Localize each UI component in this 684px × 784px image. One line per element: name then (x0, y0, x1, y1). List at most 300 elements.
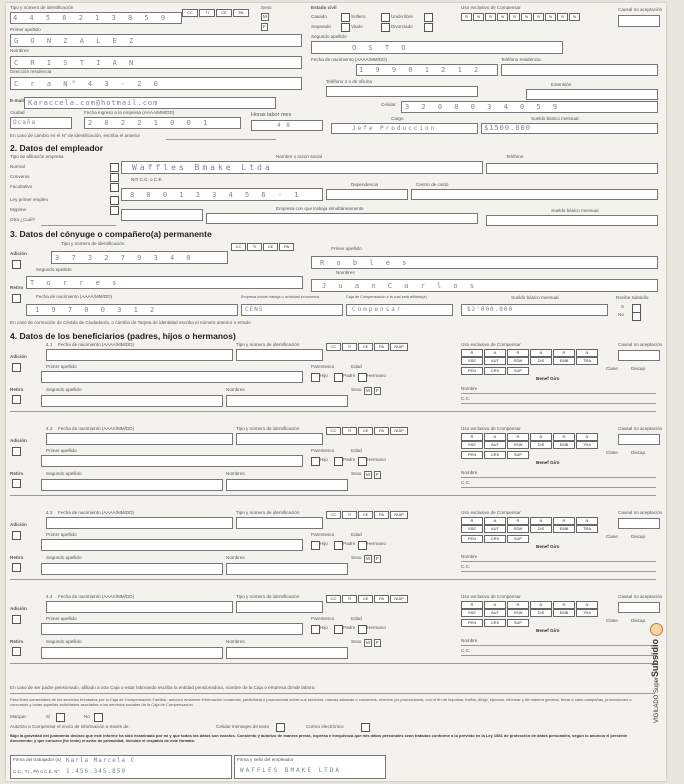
id-number-value: 4 4 5 6 2 1 3 8 5 9 (13, 14, 170, 22)
benef-giro-label: Benef Giro (536, 460, 560, 465)
second-surname-value: O S T O (352, 44, 410, 52)
benef-giro-label: Benef Giro (536, 544, 560, 549)
benef-kin-hermano-check[interactable] (358, 625, 367, 634)
benef-sex-m[interactable]: M (366, 472, 370, 477)
benef-code-cell: DIS (530, 609, 552, 617)
phone2-field[interactable] (326, 86, 478, 97)
comp-cell: R (485, 13, 496, 21)
benef-names-label: Nombres (226, 471, 245, 476)
benef-add-check[interactable] (12, 363, 21, 372)
id-type-tags (182, 9, 250, 17)
id-tag-pa[interactable]: PA (233, 9, 249, 17)
benef-tag-cc[interactable]: CC (326, 427, 341, 435)
dependency-field[interactable] (326, 189, 408, 200)
benef-names-field[interactable] (226, 647, 348, 659)
benef-name-label: Nombre (461, 470, 478, 475)
sex-f[interactable]: F (263, 24, 266, 29)
benef-cc-label: C.C. (461, 648, 471, 653)
spouse-tag-pa[interactable]: PA (279, 243, 294, 251)
benef-names-field[interactable] (226, 563, 348, 575)
benef-code-cell: PEN (461, 535, 483, 543)
benef-tag-ce[interactable]: CE (358, 595, 373, 603)
benef-cause-label: Causal no aceptación (618, 510, 663, 515)
benef-kin-hijo-check[interactable] (311, 457, 320, 466)
benef-kin-hermano-check[interactable] (358, 541, 367, 550)
pension-note: En caso de ser padre pensionado, afiliado a otra Caja o estar laborando escriba la entidad pensionadora, nombre de la Caja o empresa donde labora: (10, 685, 316, 690)
benef-birth-field[interactable] (46, 517, 233, 529)
benef-names-field[interactable] (226, 395, 348, 407)
benef-second-surname-field[interactable] (41, 479, 223, 491)
benef-birth-label: Fecha de nacimiento (AAAA/MM/DD) (58, 426, 135, 431)
email-consent-check[interactable] (361, 723, 370, 732)
id-tag-ti[interactable]: TI (199, 9, 215, 17)
benef-retire-label: Retiro (10, 555, 24, 560)
benef-id-field[interactable] (236, 517, 323, 529)
spouse-first-surname-label: Primer apellido (331, 246, 362, 251)
benef-retire-check[interactable] (12, 395, 21, 404)
sms-label: Celular mensajes de texto (216, 724, 270, 729)
benef-comp-cells (461, 433, 599, 441)
spouse-birth-label: Fecha de nacimiento (AAAA/MM/DD) (36, 294, 113, 299)
benef-kin-label: Parentesco (311, 532, 335, 537)
worker-sig-label: Firma del trabajador (a) (13, 757, 61, 762)
cost-center-field[interactable] (411, 189, 658, 200)
aff-check-facultativo[interactable] (110, 183, 119, 192)
spouse-birth-value: 1 9 7 0 0 3 1 2 (35, 306, 159, 314)
side-prefix: VIGILADO Super (654, 676, 660, 723)
employer-name-label: Nombre o razón social (276, 154, 322, 159)
benef-code: R (553, 349, 575, 357)
benef-index: 4.4 (46, 594, 53, 599)
entry-date-label: Fecha ingreso a la empresa (AAAA/MM/DD) (84, 110, 175, 115)
benef-kin-padre: Padre (343, 625, 356, 630)
benef-code-cell: AUT (484, 357, 506, 365)
benef-birth-field[interactable] (46, 601, 233, 613)
benef-code-cell: PEN (461, 451, 483, 459)
names-field[interactable] (10, 56, 302, 69)
benef-tag-ce[interactable]: CE (358, 427, 373, 435)
benef-comp-cells (461, 517, 599, 525)
benef-name-line (461, 645, 656, 646)
benef-kin-hijo-check[interactable] (311, 373, 320, 382)
employer-sig-value: WAFFLES BMAKE LTDA (240, 767, 342, 774)
benef-sex-f[interactable]: F (376, 640, 379, 645)
benef-add-check[interactable] (12, 615, 21, 624)
benef-disc-label: Discap. (631, 618, 647, 623)
benef-id-label: Tipo y número de identificación (236, 594, 300, 599)
city-field[interactable] (10, 117, 72, 129)
benef-sex-label: Sexo (351, 471, 362, 476)
benef-kin-label: Parentesco (311, 364, 335, 369)
benef-code: R (553, 601, 575, 609)
benef-tag-nuip[interactable]: NUIP (390, 595, 408, 603)
dependency-label: Dependencia (351, 182, 379, 187)
benef-kin-padre-check[interactable] (334, 457, 343, 466)
benef-code-cell: SUP (507, 451, 529, 459)
benef-kin-hermano: Hermano (367, 541, 386, 546)
aff-otra: Otra ¿Cuál? (10, 217, 36, 222)
benef-cc-label: C.C. (461, 564, 471, 569)
address-field[interactable] (10, 77, 302, 90)
spouse-salary-field[interactable] (461, 304, 608, 316)
employer-name-value: Waffles Bmake Ltda (132, 163, 273, 172)
city-value: Ocaña (13, 119, 37, 126)
benef-second-surname-label: Segundo apellido (46, 639, 82, 644)
spouse-first-surname-field[interactable] (311, 256, 658, 269)
spouse-retire-label: Retiro (10, 285, 24, 290)
benef-code-row-2 (461, 535, 530, 543)
aff-convenio: Convenio (10, 174, 30, 179)
civil-check-5[interactable] (381, 23, 390, 32)
spouse-names-label: Nombres (336, 270, 355, 275)
id-type-label: Tipo y número de identificación (10, 5, 74, 10)
benef-kin-hijo-check[interactable] (311, 625, 320, 634)
spouse-id-value: 3 7 3 2 7 9 3 4 0 (55, 254, 195, 262)
benef-tag-ti[interactable]: TI (342, 343, 357, 351)
benef-id-field[interactable] (236, 601, 323, 613)
benef-code-cell: CRS (484, 451, 506, 459)
civil-separado: Separado (311, 24, 331, 29)
cause-label: Causal no aceptación (618, 7, 663, 12)
benef-code-cell: AUT (484, 609, 506, 617)
spouse-tag-cc[interactable]: CC (231, 243, 246, 251)
benef-class-label: Clase (606, 618, 618, 623)
benef-tag-ti[interactable]: TI (342, 511, 357, 519)
benef-code: R (461, 517, 483, 525)
benef-tag-ce[interactable]: CE (358, 343, 373, 351)
benef-class-label: Clase (606, 534, 618, 539)
benef-code: R (461, 349, 483, 357)
benef-code-cell: SSW (507, 441, 529, 449)
benef-names-field[interactable] (226, 479, 348, 491)
benef-first-surname-field[interactable] (41, 623, 303, 635)
benef-sex-label: Sexo (351, 387, 362, 392)
salary-field[interactable] (481, 123, 658, 134)
benef-names-label: Nombres (226, 387, 245, 392)
sms-check[interactable] (276, 723, 285, 732)
id-tag-cc[interactable]: CC (182, 9, 198, 17)
benef-retire-check[interactable] (12, 647, 21, 656)
benef-code-cell: EMB (553, 525, 575, 533)
benef-id-tags (326, 427, 409, 435)
benef-tag-cc[interactable]: CC (326, 595, 341, 603)
civil-status-label: Estado civil (311, 5, 337, 10)
benef-names-label: Nombres (226, 639, 245, 644)
civil-check-2[interactable] (381, 13, 390, 22)
benef-kin-padre-check[interactable] (334, 373, 343, 382)
benef-code-cell: TRA (576, 609, 598, 617)
benef-code-cell: SSE (461, 357, 483, 365)
benef-tag-pa[interactable]: PA (374, 511, 389, 519)
benef-code-cell: AUT (484, 525, 506, 533)
benef-disc-label: Discap. (631, 366, 647, 371)
consent-yes-check[interactable] (56, 713, 65, 722)
comp-cell: N (545, 13, 556, 21)
first-surname-field[interactable] (10, 34, 302, 47)
comp-cell: R (533, 13, 544, 21)
benef-tag-pa[interactable]: PA (374, 595, 389, 603)
birth-value: 1 9 9 0 1 2 1 2 (359, 66, 483, 74)
benef-code: N (530, 601, 552, 609)
nit-field[interactable] (121, 188, 323, 201)
benef-second-surname-label: Segundo apellido (46, 471, 82, 476)
subsidy-no-label: No (618, 312, 624, 317)
benef-second-surname-field[interactable] (41, 395, 223, 407)
phone-res-field[interactable] (501, 64, 658, 76)
pension-line (10, 693, 655, 694)
benef-code: N (530, 349, 552, 357)
benef-code-cell: TRA (576, 525, 598, 533)
benef-tag-cc[interactable]: CC (326, 511, 341, 519)
benef-code-row (461, 609, 599, 617)
benef-birth-field[interactable] (46, 433, 233, 445)
benef-kin-hermano-check[interactable] (358, 457, 367, 466)
benef-code: N (576, 349, 598, 357)
names-value: C R I S T I A N (14, 59, 138, 67)
benef-kin-hermano: Hermano (367, 373, 386, 378)
id-number-field[interactable] (10, 12, 182, 24)
benef-tag-ce[interactable]: CE (358, 511, 373, 519)
benef-sex-m[interactable]: M (366, 640, 370, 645)
employer-phone-field[interactable] (486, 163, 658, 174)
benef-birth-field[interactable] (46, 349, 233, 361)
benef-id-field[interactable] (236, 349, 323, 361)
employer-name-field[interactable] (121, 161, 483, 174)
benef-second-surname-field[interactable] (41, 647, 223, 659)
hours-value: 4 8 (277, 122, 291, 129)
spouse-id-field[interactable] (51, 251, 228, 264)
benef-code-row-2 (461, 451, 530, 459)
benef-kin-padre-check[interactable] (334, 625, 343, 634)
benef-code-row (461, 357, 599, 365)
id-tag-ce[interactable]: CE (216, 9, 232, 17)
spouse-add-check[interactable] (12, 260, 21, 269)
comp-cell: R (509, 13, 520, 21)
benef-giro-label: Benef Giro (536, 628, 560, 633)
benef-first-surname-field[interactable] (41, 455, 303, 467)
consent-no-check[interactable] (94, 713, 103, 722)
benef-kin-hijo-check[interactable] (311, 541, 320, 550)
benef-cc-line (461, 403, 656, 404)
first-surname-label: Primer apellido (10, 27, 41, 32)
benef-code: N (530, 433, 552, 441)
mobile-value: 3 2 0 8 0 3 4 0 5 9 (405, 103, 562, 111)
benef-code: R (507, 601, 529, 609)
benef-tag-cc[interactable]: CC (326, 343, 341, 351)
benef-class-label: Clase (606, 450, 618, 455)
side-brand (650, 639, 660, 723)
benef-code-cell: DIS (530, 357, 552, 365)
other-employer-label: Empresa con que trabaja simultáneamente (276, 206, 364, 211)
spouse-company-field[interactable] (241, 304, 343, 316)
benef-name-line (461, 393, 656, 394)
benef-kin-padre: Padre (343, 541, 356, 546)
cause-field[interactable] (618, 15, 660, 27)
benef-cc-label: C.C. (461, 480, 471, 485)
benef-code: R (507, 433, 529, 441)
benef-class-label: Clase (606, 366, 618, 371)
benef-id-label: Tipo y número de identificación (236, 426, 300, 431)
supersubsidio-logo (650, 623, 663, 636)
benef-comp-label: Uso exclusivo de Compensar (461, 342, 521, 347)
benef-comp-cells (461, 601, 599, 609)
spouse-second-surname-label: Segundo apellido (36, 267, 72, 272)
nit-label: NIT C.C. o C.E. (131, 177, 163, 182)
spouse-birth-field[interactable] (26, 304, 238, 316)
benef-comp-label: Uso exclusivo de Compensar (461, 510, 521, 515)
benef-code: R (461, 433, 483, 441)
email-field[interactable] (24, 97, 276, 109)
benef-kin-hermano-check[interactable] (358, 373, 367, 382)
benef-code: R (507, 349, 529, 357)
position-label: Cargo (391, 116, 404, 121)
spouse-second-surname-field[interactable] (26, 276, 303, 289)
benef-sex-label: Sexo (351, 639, 362, 644)
worker-signature-box[interactable] (10, 755, 232, 779)
email-label: E-mail (10, 98, 24, 103)
comp-cell: R (557, 13, 568, 21)
spouse-names-value: J u a n C a r l o s (322, 282, 479, 290)
aff-check-ley[interactable] (110, 196, 119, 205)
spouse-salary-value: $2'000.000 (467, 306, 514, 313)
oath-text: Bajo la gravedad del juramento declaro que este informe ha sido examinado por mí y que todos los datos son exactos. Consiento y autorizo de manera previa, expresa e inequívoca que mis datos personales sean tratados conforme a lo previsto en la Ley 1581 de protección de datos personales, según lo anuncia el presente documento; y que conozco (he leído) el aviso de privacidad, incluido el respaldo de este formato. (10, 733, 628, 743)
address-label: Dirección residencia (10, 69, 52, 74)
email-consent-label: Correo electrónico (306, 724, 344, 729)
worker-cc-label: C.C., T.I., PA o C.E. N° (13, 769, 60, 774)
spouse-names-field[interactable] (311, 279, 658, 292)
benef-add-check[interactable] (12, 531, 21, 540)
benef-tag-pa[interactable]: PA (374, 427, 389, 435)
comp-cell: N (569, 13, 580, 21)
civil-check-6[interactable] (424, 23, 433, 32)
section-4-title: 4. Datos de los beneficiarios (padres, hijos o hermanos) (10, 331, 236, 341)
benef-retire-label: Retiro (10, 471, 24, 476)
benef-sex-f[interactable]: F (376, 556, 379, 561)
employer-salary-label: Sueldo básico mensual (551, 208, 599, 213)
civil-check-3[interactable] (424, 13, 433, 22)
employer-signature-box[interactable] (234, 755, 386, 779)
other-employer-code[interactable] (121, 209, 203, 221)
spouse-salary-label: Sueldo básico mensual (511, 295, 559, 300)
spouse-retire-check[interactable] (12, 294, 21, 303)
benef-first-surname-field[interactable] (41, 539, 303, 551)
benef-id-label: Tipo y número de identificación (236, 510, 300, 515)
benef-sex-f[interactable]: F (376, 388, 379, 393)
benef-age-label: Edad (351, 448, 362, 453)
benef-id-label: Tipo y número de identificación (236, 342, 300, 347)
second-surname-field[interactable] (311, 41, 563, 54)
other-employer-field[interactable] (206, 213, 478, 224)
civil-check-1[interactable] (341, 13, 350, 22)
position-field[interactable] (331, 123, 478, 134)
extension-field[interactable] (526, 89, 658, 100)
benef-sex-m[interactable]: M (366, 556, 370, 561)
benef-code: N (484, 601, 506, 609)
affiliation-type-label: Tipo de afiliación empresa (10, 154, 64, 159)
cost-center-label: Centro de costo (416, 182, 449, 187)
nit-value: 8 0 0 1 2 3 4 5 6 - 1 (130, 191, 303, 199)
benef-kin-padre: Padre (343, 373, 356, 378)
benef-code-cell: CRS (484, 367, 506, 375)
benef-disc-label: Discap. (631, 534, 647, 539)
benef-age-label: Edad (351, 616, 362, 621)
subsidy-no-check[interactable] (632, 312, 641, 321)
benef-code-cell: SSE (461, 525, 483, 533)
employer-salary-field[interactable] (486, 215, 658, 226)
spouse-ccf-field[interactable] (346, 304, 453, 316)
benef-code: R (553, 433, 575, 441)
spouse-tag-ce[interactable]: CE (263, 243, 278, 251)
benef-second-surname-label: Segundo apellido (46, 387, 82, 392)
hours-field[interactable] (251, 120, 323, 131)
benef-add-check[interactable] (12, 447, 21, 456)
mobile-field[interactable] (401, 101, 658, 113)
benef-retire-check[interactable] (12, 479, 21, 488)
benef-code-cell: SSE (461, 441, 483, 449)
benef-add-label: Adición (10, 606, 27, 611)
aff-check-mypime[interactable] (110, 206, 119, 215)
benef-code: N (576, 601, 598, 609)
benef-age-label: Edad (351, 364, 362, 369)
benef-kin-hermano: Hermano (367, 625, 386, 630)
benef-tag-nuip[interactable]: NUIP (390, 511, 408, 519)
benef-tag-nuip[interactable]: NUIP (390, 343, 408, 351)
spouse-ccf-label: Caja de Compensación a la cual está afiliado(a) (346, 295, 427, 299)
aff-check-normal[interactable] (110, 163, 119, 172)
benef-kin-hermano: Hermano (367, 457, 386, 462)
yes-label: Sí (46, 714, 51, 719)
benef-cause-field[interactable] (618, 350, 660, 361)
consent-text: Para fines comerciales de los servicios brindados por la Caja de Compensación Familiar, autorizo enviarme información comercial, publicitaria o promocional sobre sus servicios, nuevas alianzas o convenios, eventos y/o promociones, con el fin de impulsar, invitar, dirigir, ejecutar, informar y de manera general, llevar a cabo campañas, promociones o concursos y todas aquellas actividades asociadas a los servicios sociales de la Caja de Compensación. (10, 697, 632, 707)
benef-name-label: Nombre (461, 638, 478, 643)
side-strip (650, 423, 664, 723)
benef-code: N (530, 517, 552, 525)
benef-tag-pa[interactable]: PA (374, 343, 389, 351)
aff-check-convenio[interactable] (110, 173, 119, 182)
benef-sex-m[interactable]: M (366, 388, 370, 393)
sex-m[interactable]: M (263, 14, 267, 19)
benef-tag-ti[interactable]: TI (342, 427, 357, 435)
spouse-tag-ti[interactable]: TI (247, 243, 262, 251)
benef-code-cell: EMB (553, 609, 575, 617)
benef-first-surname-field[interactable] (41, 371, 303, 383)
civil-check-4[interactable] (341, 23, 350, 32)
authorize-label: Autorizo a Compensar el envío de información a través de: (10, 724, 130, 729)
civil-viudo: Viudo (351, 24, 363, 29)
benef-tag-ti[interactable]: TI (342, 595, 357, 603)
benef-second-surname-field[interactable] (41, 563, 223, 575)
benef-kin-padre-check[interactable] (334, 541, 343, 550)
benef-id-tags (326, 511, 409, 519)
benef-comp-label: Uso exclusivo de Compensar (461, 594, 521, 599)
entry-date-field[interactable] (84, 117, 241, 129)
benef-code-cell: TRA (576, 357, 598, 365)
benef-kin-hijo: Hijo (320, 457, 328, 462)
benef-code: N (484, 433, 506, 441)
benef-index: 4.1 (46, 342, 53, 347)
benef-sex-f[interactable]: F (376, 472, 379, 477)
names-label: Nombres (10, 48, 29, 53)
birth-field[interactable] (356, 64, 498, 76)
id-change-line (166, 139, 276, 140)
mark-label: Marque: (10, 714, 27, 719)
benef-sex-label: Sexo (351, 555, 362, 560)
mobile-label: Celular (381, 102, 396, 107)
benef-tag-nuip[interactable]: NUIP (390, 427, 408, 435)
benef-id-field[interactable] (236, 433, 323, 445)
comp-cell: R (461, 13, 472, 21)
benef-retire-check[interactable] (12, 563, 21, 572)
